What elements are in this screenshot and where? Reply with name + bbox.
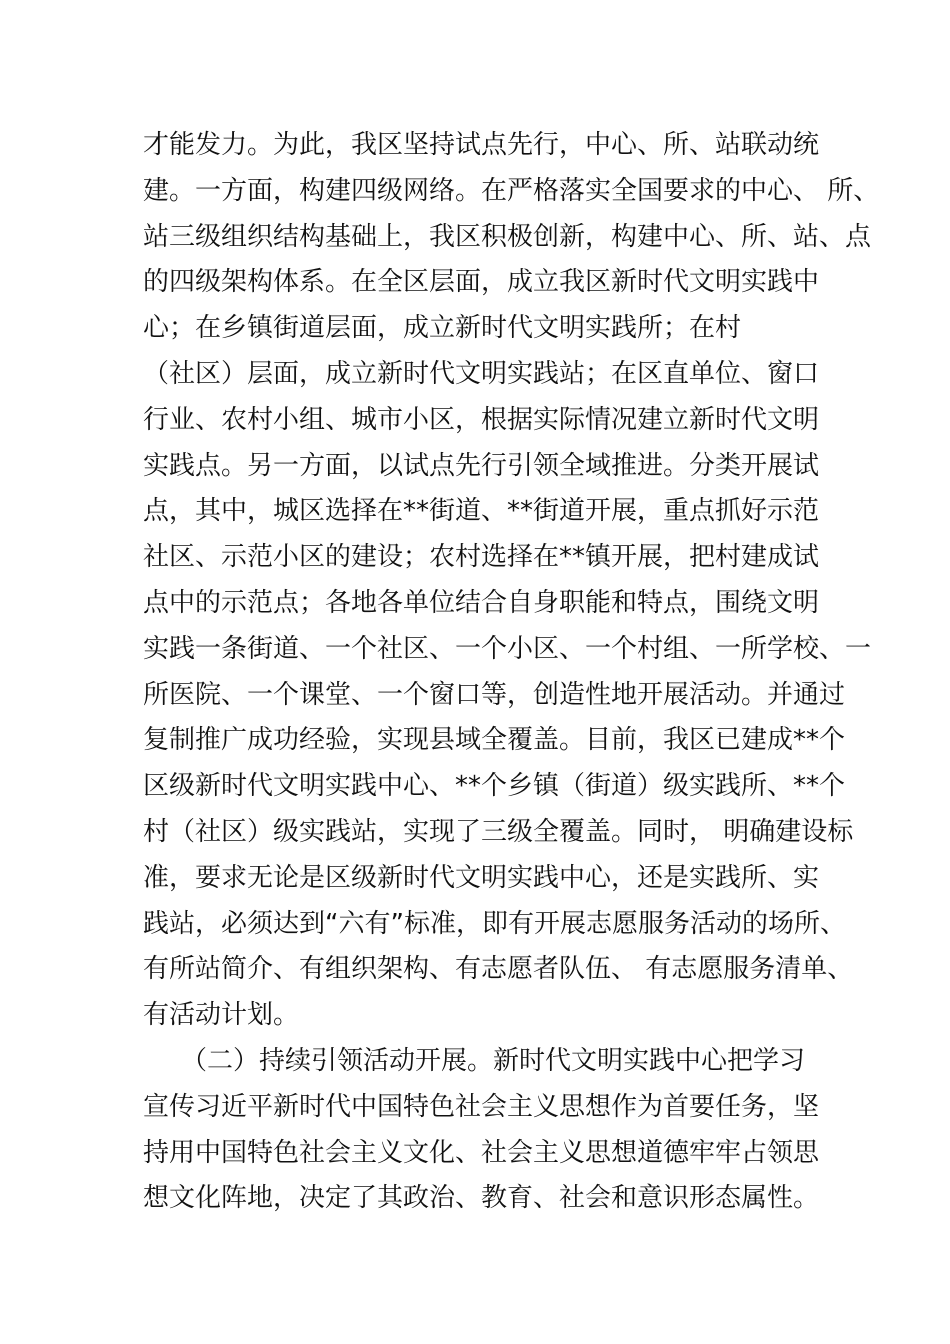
text-line: 才能发力。为此，我区坚持试点先行，中心、所、站联动统 (143, 130, 820, 160)
text-line: 宣传习近平新时代中国特色社会主义思想作为首要任务，坚 (143, 1091, 820, 1122)
section-heading-line: （二）持续引领活动开展。新时代文明实践中心把学习 (181, 1045, 806, 1076)
text-line: 点中的示范点；各地各单位结合自身职能和特点，围绕文明 (143, 587, 820, 618)
text-line: 想文化阵地，决定了其政治、教育、社会和意识形态属性。 (143, 1183, 820, 1214)
text-line: 行业、农村小组、城市小区，根据实际情况建立新时代文明 (143, 404, 820, 435)
text-line: 实践点。另一方面，以试点先行引领全域推进。分类开展试 (143, 450, 820, 481)
text-line: 社区、示范小区的建设；农村选择在**镇开展，把村建成试 (143, 542, 820, 573)
text-line: 准，要求无论是区级新时代文明实践中心，还是实践所、实 (143, 862, 820, 893)
text-line: 所医院、一个课堂、一个窗口等，创造性地开展活动。并通过 (143, 679, 846, 710)
text-line: 建。一方面，构建四级网络。在严格落实全国要求的中心、 所、 (143, 175, 880, 206)
text-line: 践站，必须达到“六有”标准，即有开展志愿服务活动的场所、 (143, 908, 846, 939)
text-line: 有所站简介、有组织架构、有志愿者队伍、 有志愿服务清单、 (143, 954, 854, 985)
text-line: 心；在乡镇街道层面，成立新时代文明实践所；在村 (143, 313, 742, 344)
document-body-text (143, 123, 880, 1222)
text-line: 站三级组织结构基础上，我区积极创新，构建中心、所、站、点 (143, 221, 872, 252)
text-line: 有活动计划。 (143, 1000, 300, 1031)
text-line: 点，其中，城区选择在**街道、**街道开展，重点抓好示范 (143, 496, 820, 527)
text-line: 实践一条街道、一个社区、一个小区、一个村组、一所学校、一 (143, 633, 872, 664)
text-line: 复制推广成功经验，实现县域全覆盖。目前，我区已建成**个 (143, 725, 846, 756)
text-line: 村（社区）级实践站，实现了三级全覆盖。同时， 明确建设标 (143, 816, 854, 847)
text-line: 的四级架构体系。在全区层面，成立我区新时代文明实践中 (143, 267, 820, 298)
text-line: （社区）层面，成立新时代文明实践站；在区直单位、窗口 (143, 358, 820, 389)
text-line: 区级新时代文明实践中心、**个乡镇（街道）级实践所、**个 (143, 771, 846, 802)
text-line: 持用中国特色社会主义文化、社会主义思想道德牢牢占领思 (143, 1137, 820, 1168)
